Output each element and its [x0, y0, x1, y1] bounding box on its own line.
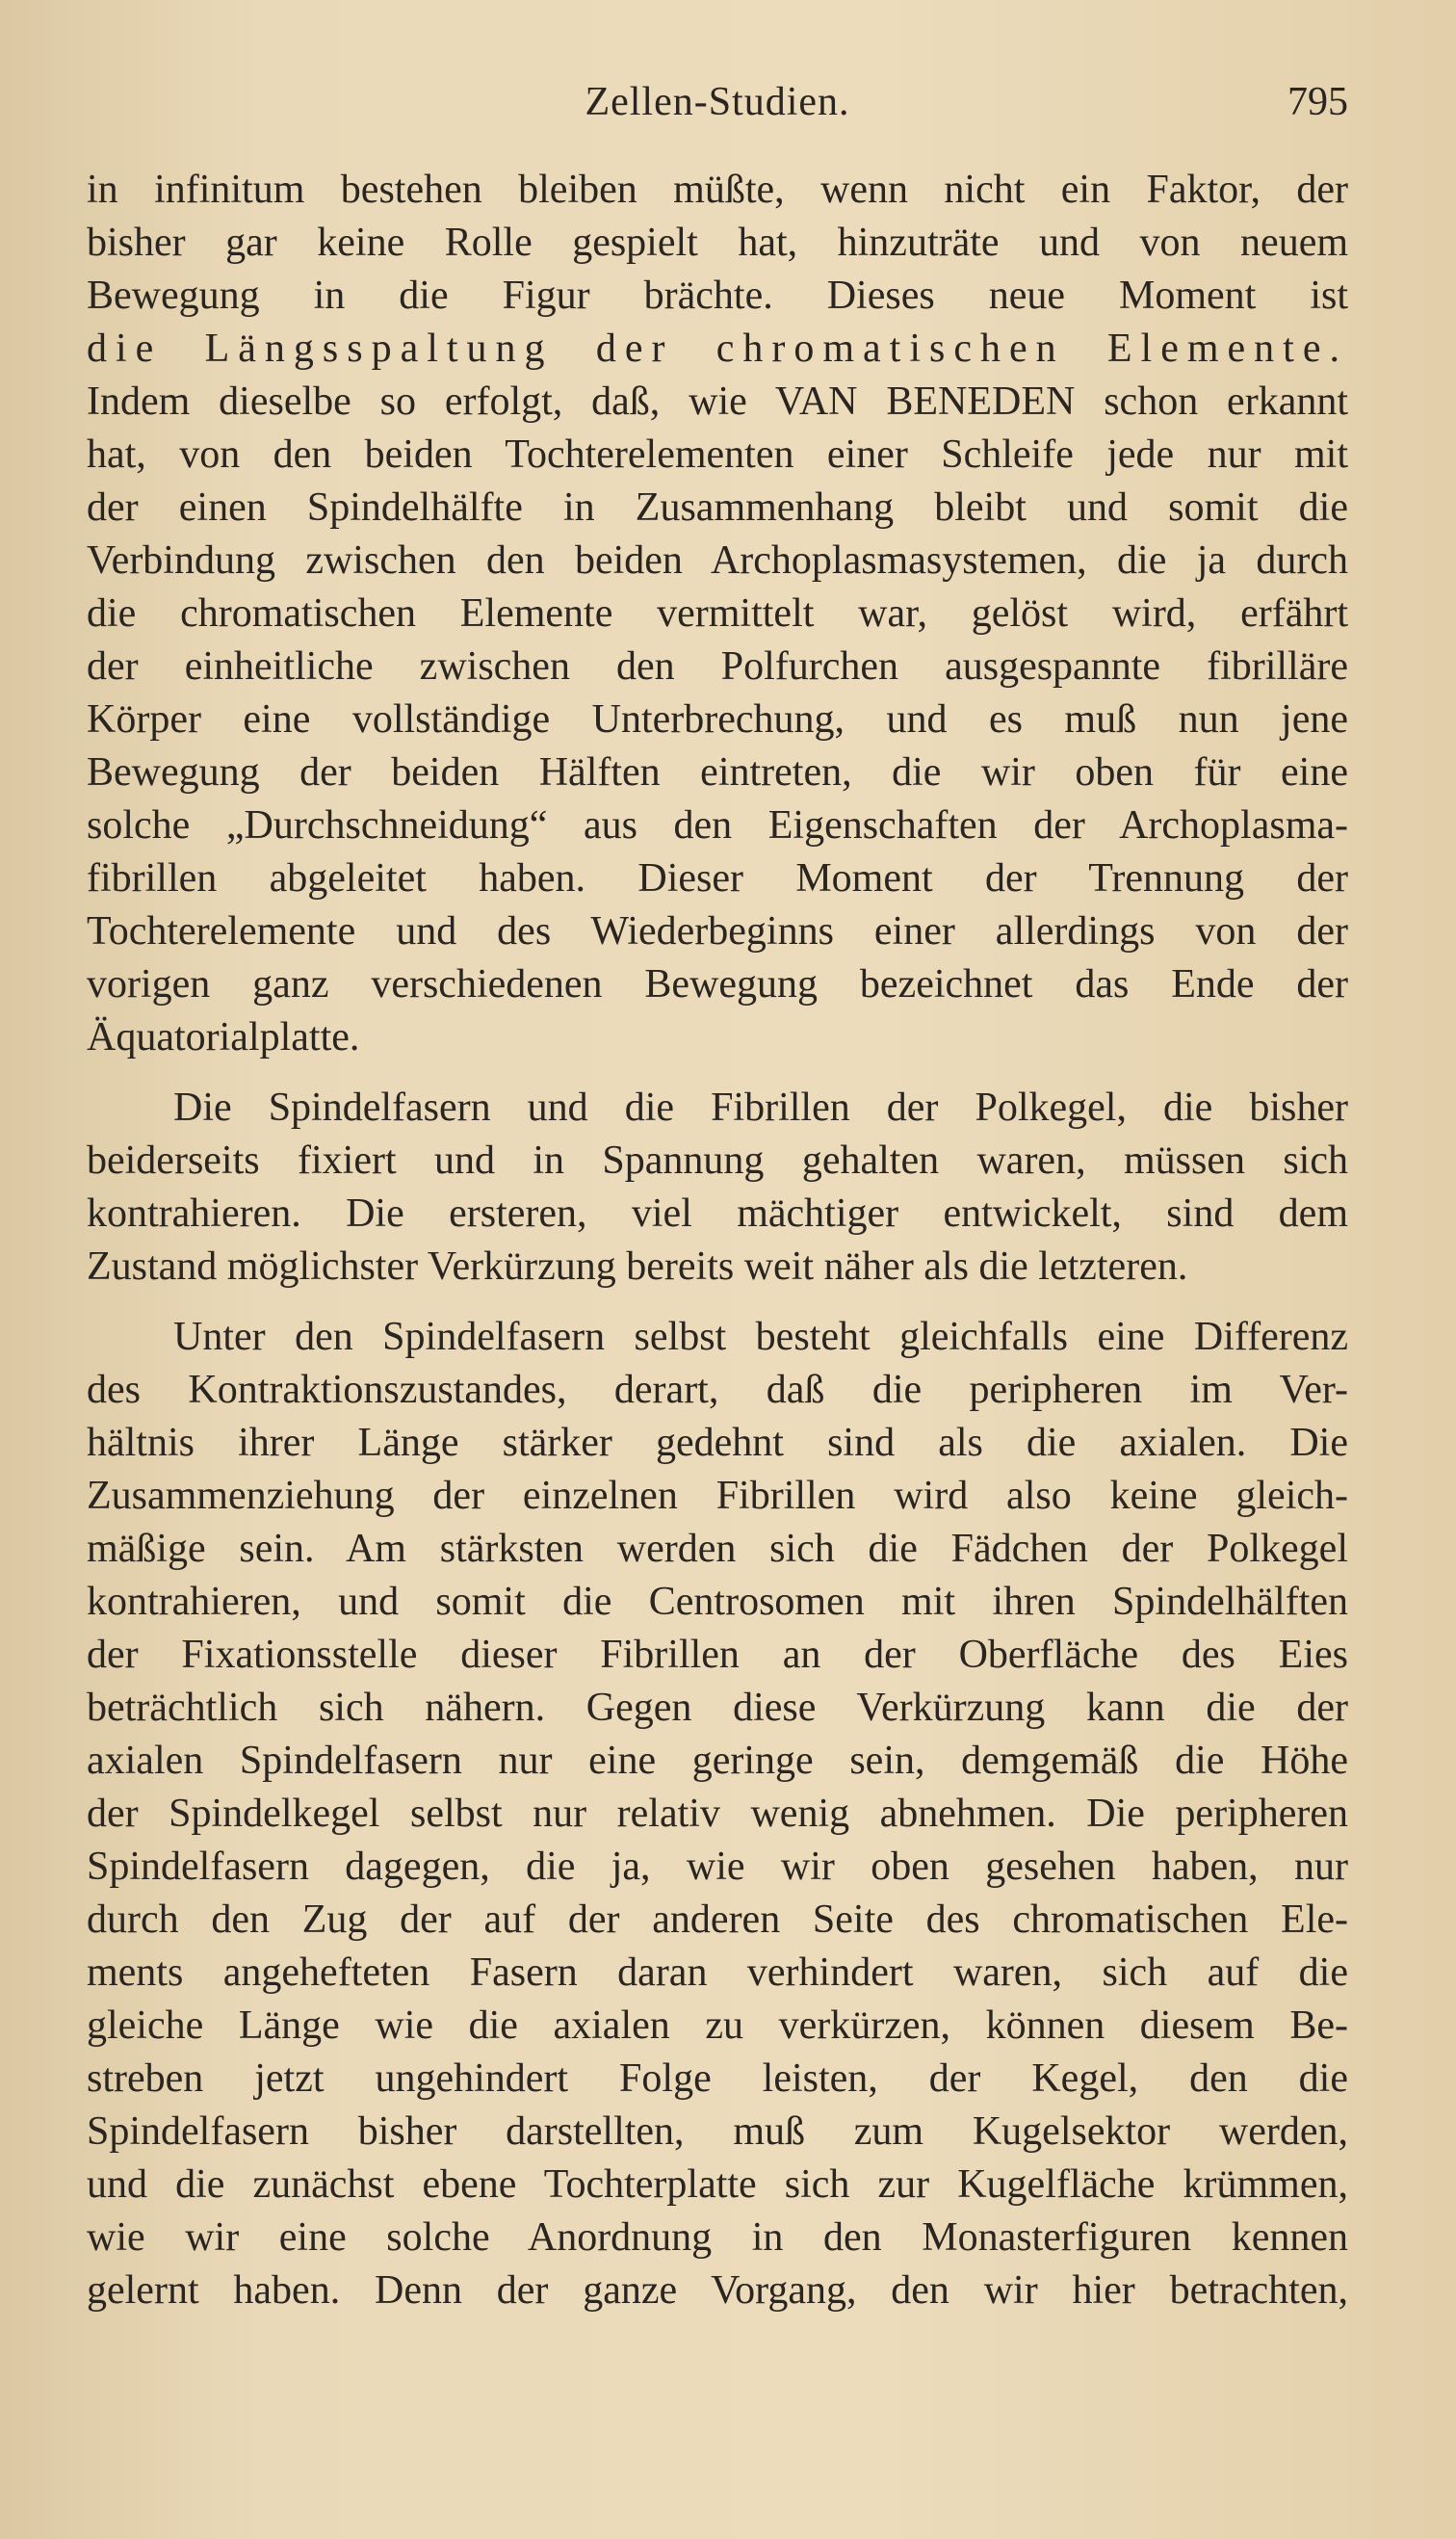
body-text [87, 164, 1348, 2317]
text-line: wie wir eine solche Anordnung in den Monasterfiguren kennen [87, 2215, 1348, 2260]
text-line: axialen Spindelfasern nur eine geringe sein, demgemäß die Höhe [87, 1739, 1348, 1783]
text-line: solche „Durchschneidung“ aus den Eigenschaften der Archoplasma- [87, 803, 1348, 848]
text-line: streben jetzt ungehindert Folge leisten, der Kegel, den die [87, 2056, 1348, 2101]
text-line: Indem dieselbe so erfolgt, daß, wie VAN BENEDEN schon erkannt [87, 380, 1348, 424]
text-line: Körper eine vollständige Unterbrechung, und es muß nun jene [87, 697, 1348, 742]
running-head [87, 79, 1348, 137]
text-line: kontrahieren, und somit die Centrosomen mit ihren Spindelhälften [87, 1580, 1348, 1624]
text-line: Spindelfasern dagegen, die ja, wie wir oben gesehen haben, nur [87, 1845, 1348, 1889]
text-line: der Fixationsstelle dieser Fibrillen an der Oberfläche des Eies [87, 1633, 1348, 1677]
paragraph-gap [87, 1064, 1348, 1082]
text-line: gleiche Länge wie die axialen zu verkürzen, können diesem Be- [87, 2003, 1348, 2048]
text-line: der einheitliche zwischen den Polfurchen ausgespannte fibrilläre [87, 644, 1348, 689]
text-line: gelernt haben. Denn der ganze Vorgang, den wir hier betrachten, [87, 2268, 1348, 2313]
page-number: 795 [1287, 80, 1348, 124]
text-line: vorigen ganz verschiedenen Bewegung bezeichnet das Ende der [87, 962, 1348, 1007]
text-line: Bewegung der beiden Hälften eintreten, die wir oben für eine [87, 750, 1348, 795]
text-line: der Spindelkegel selbst nur relativ wenig abnehmen. Die peripheren [87, 1792, 1348, 1836]
text-line: kontrahieren. Die ersteren, viel mächtiger entwickelt, sind dem [87, 1191, 1348, 1236]
text-line: Unter den Spindelfasern selbst besteht gleichfalls eine Differenz [173, 1315, 1348, 1359]
text-line: fibrillen abgeleitet haben. Dieser Moment der Trennung der [87, 856, 1348, 901]
text-line: der einen Spindelhälfte in Zusammenhang bleibt und somit die [87, 485, 1348, 530]
text-line: mäßige sein. Am stärksten werden sich die Fädchen der Polkegel [87, 1527, 1348, 1571]
text-line: Die Spindelfasern und die Fibrillen der Polkegel, die bisher [173, 1086, 1348, 1130]
text-line: hat, von den beiden Tochterelementen einer Schleife jede nur mit [87, 432, 1348, 477]
text-line: Verbindung zwischen den beiden Archoplasmasystemen, die ja durch [87, 538, 1348, 583]
paragraph-3 [87, 1311, 1348, 2317]
paragraph-gap [87, 1294, 1348, 1311]
paragraph-1 [87, 164, 1348, 1064]
text-line: beiderseits fixiert und in Spannung gehalten waren, müssen sich [87, 1139, 1348, 1183]
text-line: Bewegung in die Figur brächte. Dieses neue Moment ist [87, 274, 1348, 318]
text-line: in infinitum bestehen bleiben müßte, wenn nicht ein Faktor, der [87, 168, 1348, 212]
text-line: die chromatischen Elemente vermittelt war, gelöst wird, erfährt [87, 591, 1348, 636]
paragraph-2 [87, 1082, 1348, 1294]
text-line: Zusammenziehung der einzelnen Fibrillen wird also keine gleich- [87, 1474, 1348, 1518]
text-line: durch den Zug der auf der anderen Seite des chromatischen Ele- [87, 1898, 1348, 1942]
text-line: Zustand möglichster Verkürzung bereits weit näher als die letzteren. [87, 1244, 1188, 1289]
text-line-emphasis: die Längsspaltung der chromatischen Elemente. [87, 327, 1348, 371]
text-line: Spindelfasern bisher darstellten, muß zum Kugelsektor werden, [87, 2109, 1348, 2154]
text-line: hältnis ihrer Länge stärker gedehnt sind als die axialen. Die [87, 1421, 1348, 1465]
running-title: Zellen-Studien. [585, 80, 850, 124]
text-line: des Kontraktionszustandes, derart, daß die peripheren im Ver- [87, 1368, 1348, 1412]
text-line: und die zunächst ebene Tochterplatte sich zur Kugelfläche krümmen, [87, 2162, 1348, 2207]
text-line: Tochterelemente und des Wiederbeginns einer allerdings von der [87, 909, 1348, 954]
text-line: Äquatorialplatte. [87, 1015, 360, 1060]
text-line: beträchtlich sich nähern. Gegen diese Verkürzung kann die der [87, 1686, 1348, 1730]
text-line: bisher gar keine Rolle gespielt hat, hinzuträte und von neuem [87, 221, 1348, 265]
text-line: ments angehefteten Fasern daran verhindert waren, sich auf die [87, 1950, 1348, 1995]
